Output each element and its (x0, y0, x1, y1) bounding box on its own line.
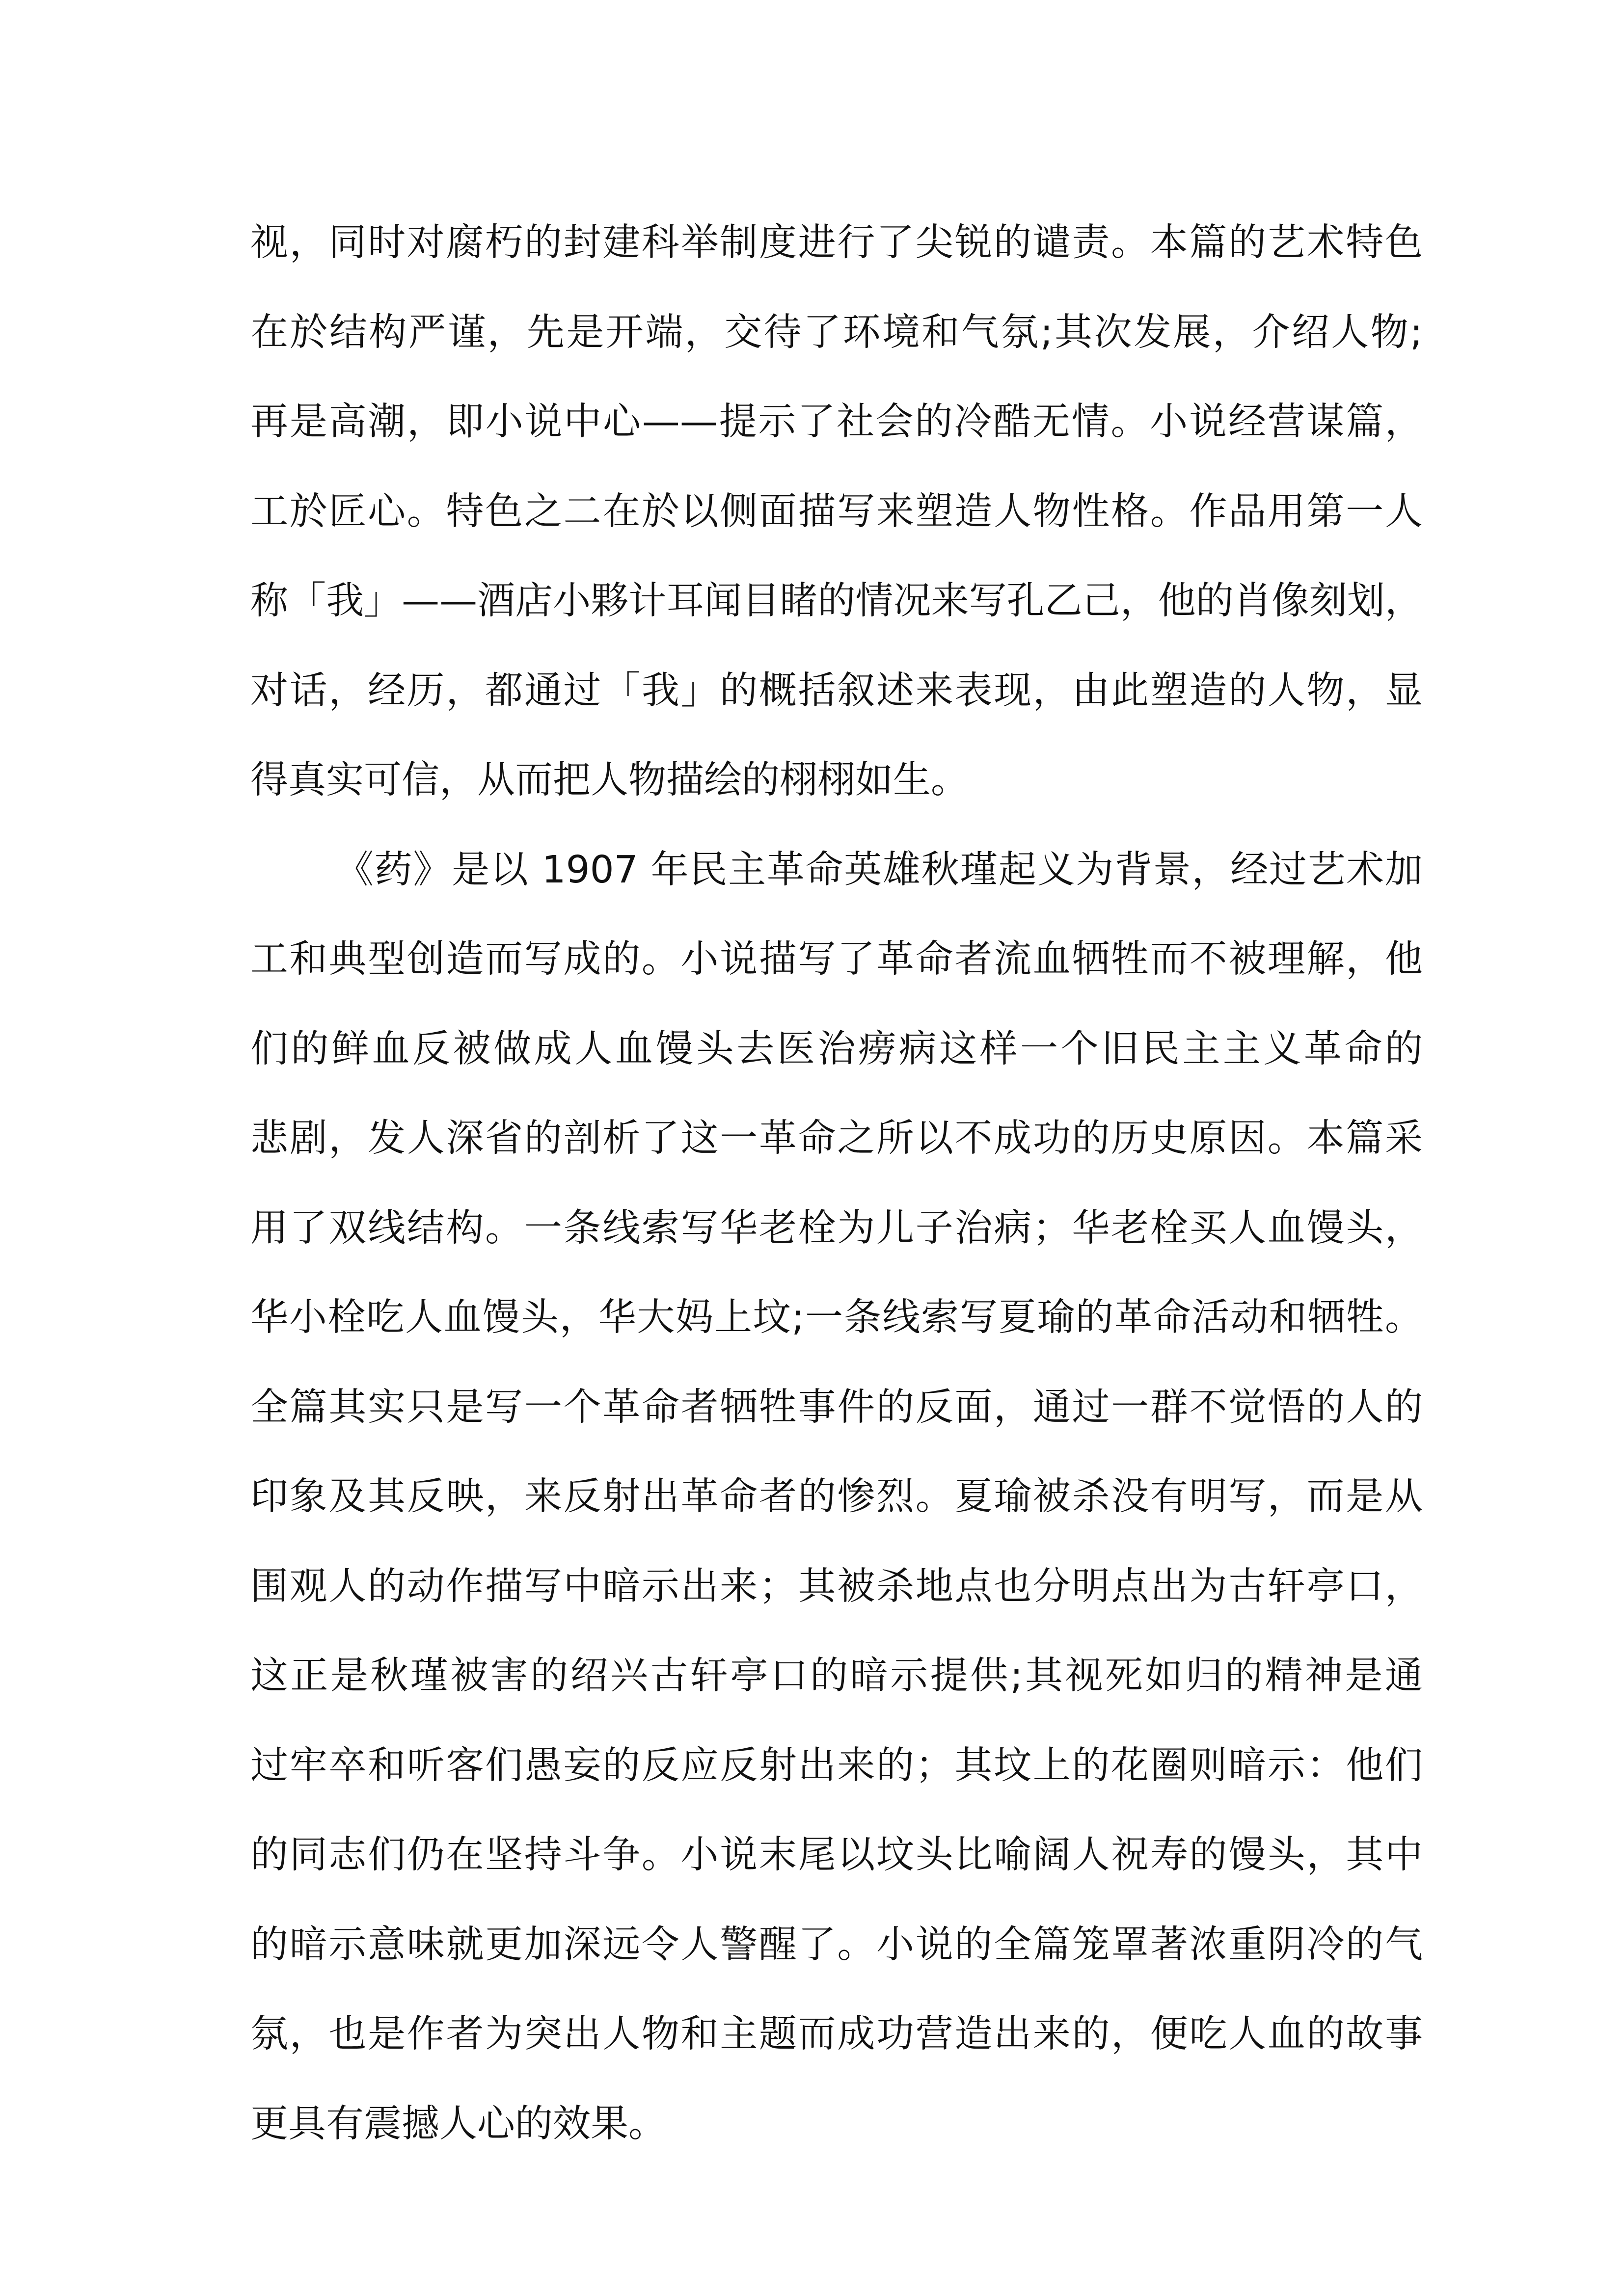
text-line: 工和典型创造而写成的。小说描写了革命者流血牺牲而不被理解，他 (250, 937, 1423, 981)
text-line: 的同志们仍在坚持斗争。小说末尾以坟头比喻阔人祝寿的馒头，其中 (250, 1833, 1423, 1877)
body-text (250, 198, 1423, 2169)
text-line: 围观人的动作描写中暗示出来；其被杀地点也分明点出为古轩亭口， (250, 1564, 1423, 1608)
text-line: 视，同时对腐朽的封建科举制度进行了尖锐的谴责。本篇的艺术特色 (250, 221, 1423, 265)
text-line: 在於结构严谨，先是开端，交待了环境和气氛;其次发展，介绍人物; (250, 310, 1423, 354)
text-line: 华小栓吃人血馒头，华大妈上坟;一条线索写夏瑜的革命活动和牺牲。 (250, 1296, 1423, 1339)
text-line: 氛，也是作者为突出人物和主题而成功营造出来的，便吃人血的故事 (250, 2012, 1423, 2056)
paragraph-1 (250, 198, 1423, 826)
text-line: 工於匠心。特色之二在於以侧面描写来塑造人物性格。作品用第一人 (250, 489, 1423, 534)
text-line: 印象及其反映，来反射出革命者的惨烈。夏瑜被杀没有明写，而是从 (250, 1475, 1423, 1519)
text-line: 这正是秋瑾被害的绍兴古轩亭口的暗示提供;其视死如归的精神是通 (250, 1654, 1423, 1698)
text-line: 们的鲜血反被做成人血馒头去医治痨病这样一个旧民主主义革命的 (250, 1027, 1423, 1071)
paragraph-2 (250, 826, 1423, 2169)
text-line: 悲剧，发人深省的剖析了这一革命之所以不成功的历史原因。本篇采 (250, 1117, 1423, 1160)
text-line: 对话，经历，都通过「我」的概括叙述来表现，由此塑造的人物，显 (250, 668, 1423, 713)
text-line: 更具有震撼人心的效果。 (250, 2102, 666, 2146)
text-line: 用了双线结构。一条线索写华老栓为儿子治病；华老栓买人血馒头， (250, 1206, 1423, 1250)
text-line: 的暗示意味就更加深远令人警醒了。小说的全篇笼罩著浓重阴冷的气 (250, 1922, 1423, 1967)
text-line: 再是高潮，即小说中心——提示了社会的冷酷无情。小说经营谋篇， (250, 400, 1423, 444)
text-line: 全篇其实只是写一个革命者牺牲事件的反面，通过一群不觉悟的人的 (250, 1385, 1423, 1429)
text-line: 称「我」——酒店小夥计耳闻目睹的情况来写孔乙己，他的肖像刻划， (250, 579, 1423, 623)
text-line: 过牢卒和听客们愚妄的反应反射出来的；其坟上的花圈则暗示：他们 (250, 1743, 1423, 1788)
text-line: 得真实可信，从而把人物描绘的栩栩如生。 (250, 758, 969, 802)
text-line: 《药》是以 1907 年民主革命英雄秋瑾起义为背景，经过艺术加 (336, 848, 1423, 892)
